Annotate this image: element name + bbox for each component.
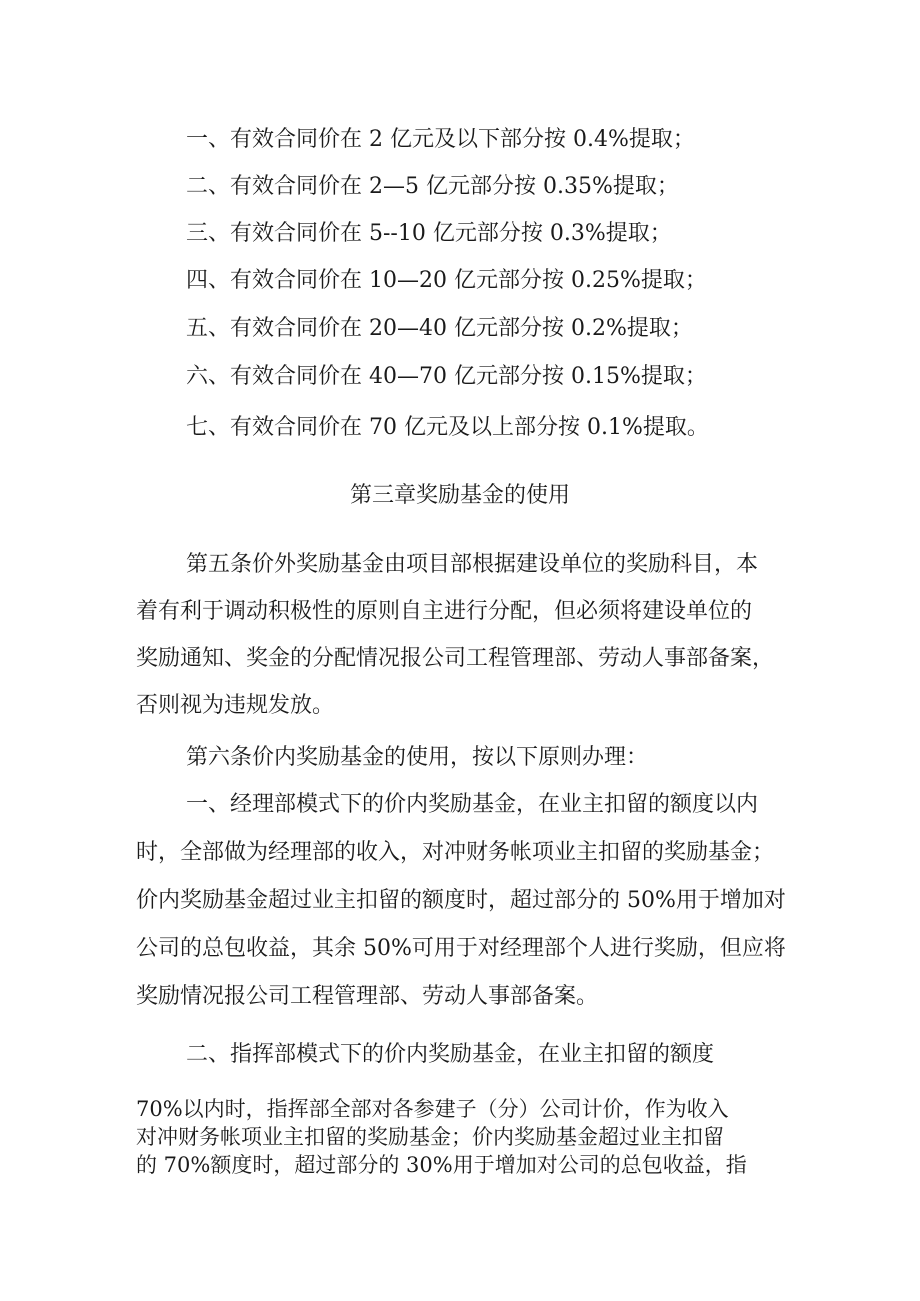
list-item-2: 二、有效合同价在 2—5 亿元部分按 0.35%提取；: [186, 174, 679, 199]
list-item-1: 一、有效合同价在 2 亿元及以下部分按 0.4%提取；: [186, 127, 695, 152]
item1-line-2: 时，全部做为经理部的收入，对冲财务帐项业主扣留的奖励基金；: [136, 840, 775, 865]
article5-line-2: 着有利于调动积极性的原则自主进行分配，但必须将建设单位的: [136, 599, 753, 624]
list-item-5: 五、有效合同价在 20—40 亿元部分按 0.2%提取；: [186, 316, 693, 341]
item1-line-1: 一、经理部模式下的价内奖励基金，在业主扣留的额度以内: [186, 792, 759, 817]
item2-line-1: 二、指挥部模式下的价内奖励基金，在业主扣留的额度: [186, 1042, 715, 1067]
list-item-7: 七、有效合同价在 70 亿元及以上部分按 0.1%提取。: [186, 415, 709, 440]
item1-line-4: 公司的总包收益，其余 50%可用于对经理部个人进行奖励，但应将: [136, 936, 786, 961]
article5-line-4: 否则视为违规发放。: [136, 693, 335, 718]
article6-line: 第六条价内奖励基金的使用，按以下原则办理：: [186, 745, 649, 770]
article5-line-3: 奖励通知、奖金的分配情况报公司工程管理部、劳动人事部备案，: [136, 646, 775, 671]
item1-line-3: 价内奖励基金超过业主扣留的额度时，超过部分的 50%用于增加对: [136, 888, 786, 913]
item2-line-3: 对冲财务帐项业主扣留的奖励基金；价内奖励基金超过业主扣留: [136, 1125, 724, 1149]
list-item-4: 四、有效合同价在 10—20 亿元部分按 0.25%提取；: [186, 268, 707, 293]
item1-line-5: 奖励情况报公司工程管理部、劳动人事部备案。: [136, 984, 599, 1009]
item2-line-4: 的 70%额度时，超过部分的 30%用于增加对公司的总包收益，指: [136, 1153, 747, 1177]
list-item-3: 三、有效合同价在 5--10 亿元部分按 0.3%提取；: [186, 221, 672, 246]
article5-line-1: 第五条价外奖励基金由项目部根据建设单位的奖励科目，本: [186, 552, 759, 577]
item2-line-2: 70%以内时，指挥部全部对各参建子（分）公司计价，作为收入: [136, 1097, 729, 1121]
list-item-6: 六、有效合同价在 40—70 亿元部分按 0.15%提取；: [186, 364, 707, 389]
chapter-heading: 第三章奖励基金的使用: [349, 483, 570, 508]
